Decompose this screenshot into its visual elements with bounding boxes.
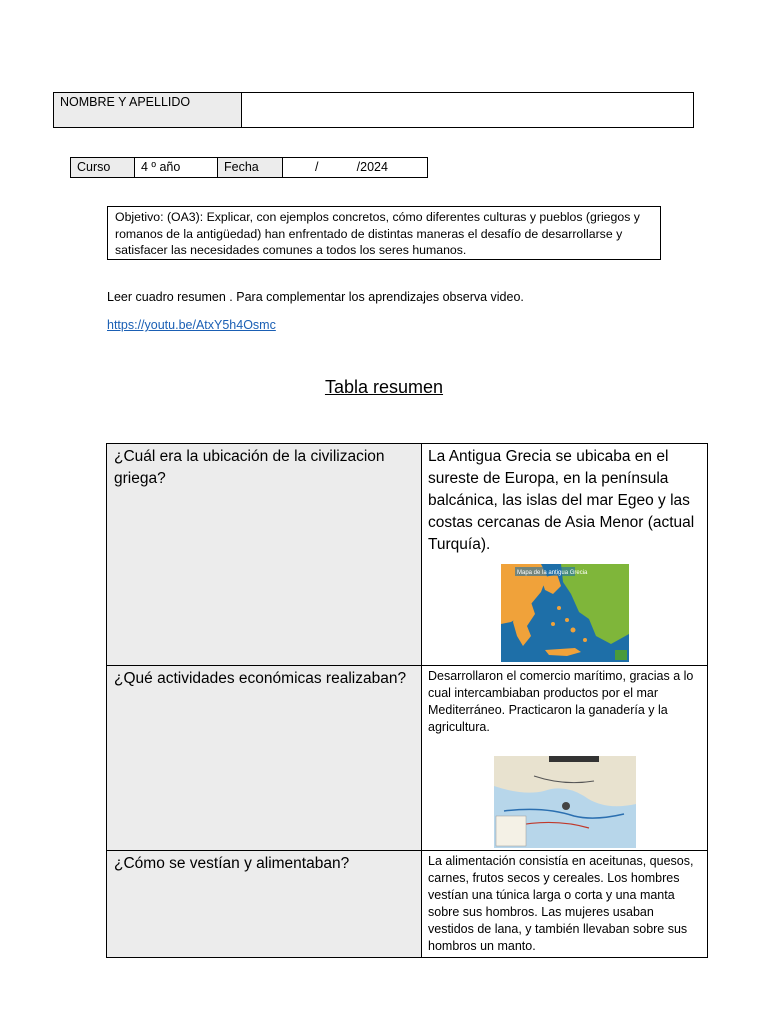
table-row [107,666,708,851]
date-value[interactable]: / /2024 [283,158,428,178]
table-title: Tabla resumen [324,377,444,397]
date-label: Fecha [218,158,283,178]
name-field[interactable] [242,93,694,128]
answer-text: Desarrollaron el comercio marítimo, gracias a lo cual intercambiaban productos por el mar Mediterráneo. Practicaron la ganadería y la agricultura. [428,669,694,734]
question-cell: ¿Qué actividades económicas realizaban? [107,666,422,851]
answer-cell [422,851,708,958]
table-row [107,851,708,958]
answer-cell [422,666,708,851]
question-cell: ¿Cómo se vestían y alimentaban? [107,851,422,958]
table-row [107,444,708,666]
question-cell: ¿Cuál era la ubicación de la civilizacion griega? [107,444,422,666]
answer-text: La alimentación consistía en aceitunas, quesos, carnes, frutos secos y cereales. Los hombres vestían una túnica larga o corta y una manta sobre sus hombros. Las mujeres usaban vestidos de lana, y también llevaban sobre sus hombros un manto. [428,854,694,953]
objective-box: Objetivo: (OA3): Explicar, con ejemplos concretos, cómo diferentes culturas y pueblos (griegos y romanos de la antigüedad) han enfrentado de distintas maneras el desafío de desarrollarse y satisfacer las necesidades comunes a todos los seres humanos. [107,206,661,260]
greece-map-image [428,564,701,662]
answer-cell [422,444,708,666]
summary-table [106,443,708,958]
map-caption: Mapa de la antigua Grecia [516,570,587,576]
instruction-text: Leer cuadro resumen . Para complementar los aprendizajes observa video. [107,290,524,304]
trade-map-icon [494,756,636,848]
name-label: NOMBRE Y APELLIDO [54,93,242,128]
video-link[interactable]: https://youtu.be/AtxY5h4Osmc [107,318,276,332]
answer-text: La Antigua Grecia se ubicaba en el sureste de Europa, en la península balcánica, las islas del mar Egeo y las costas cercanas de Asia Menor (actual Turquía). [428,448,695,553]
course-value[interactable]: 4 º año [135,158,218,178]
course-label: Curso [71,158,135,178]
greece-map-icon [501,564,629,662]
trade-routes-map-image [428,756,701,848]
course-table [70,157,428,178]
name-table [53,92,694,128]
